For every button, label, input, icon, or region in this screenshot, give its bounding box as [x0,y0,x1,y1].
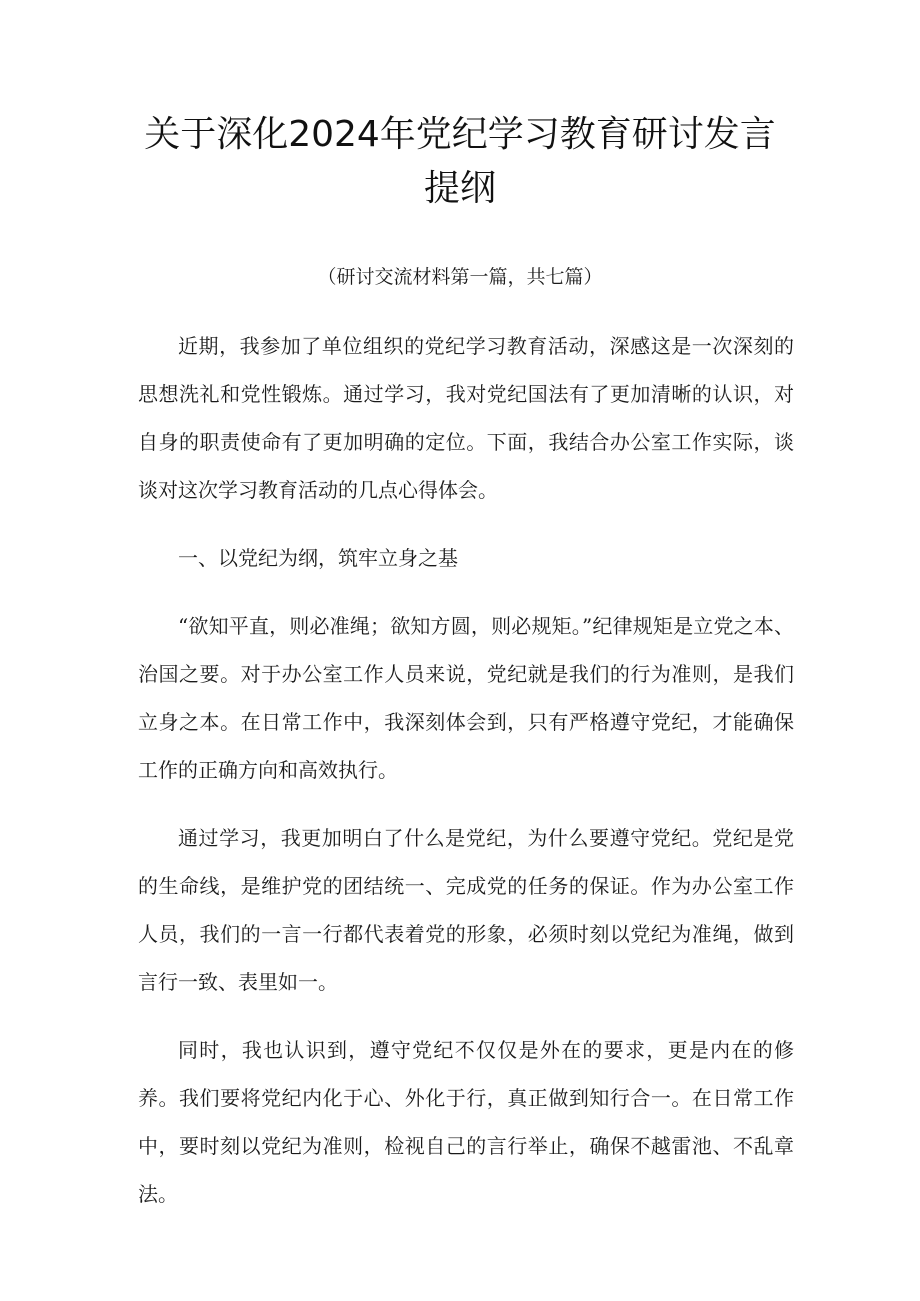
section-heading: 一、以党纪为纲，筑牢立身之基 [178,546,458,570]
paragraph-intro: 近期，我参加了单位组织的党纪学习教育活动，深感这是一次深刻的思想洗礼和党性锻炼。通过学习，我对党纪国法有了更加清晰的认识，对自身的职责使命有了更加明确的定位。下面，我结合办公室工作实际，谈谈对这次学习教育活动的几点心得体会。 [138,334,794,502]
paragraph-body: “欲知平直，则必准绳；欲知方圆，则必规矩。”纪律规矩是立党之本、治国之要。对于办公室工作人员来说，党纪就是我们的行为准则，是我们立身之本。在日常工作中，我深刻体会到，只有严格遵守党纪，才能确保工作的正确方向和高效执行。 [138,614,794,782]
document-title: 关于深化2024年党纪学习教育研讨发言提纲 [144,114,776,209]
paragraph-body: 通过学习，我更加明白了什么是党纪，为什么要遵守党纪。党纪是党的生命线，是维护党的团结统一、完成党的任务的保证。作为办公室工作人员，我们的一言一行都代表着党的形象，必须时刻以党纪为准绳，做到言行一致、表里如一。 [138,826,794,994]
paragraph-body: 同时，我也认识到，遵守党纪不仅仅是外在的要求，更是内在的修养。我们要将党纪内化于心、外化于行，真正做到知行合一。在日常工作中，要时刻以党纪为准则，检视自己的言行举止，确保不越雷池、不乱章法。 [138,1038,794,1206]
document-subtitle: （研讨交流材料第一篇，共七篇） [317,266,603,288]
